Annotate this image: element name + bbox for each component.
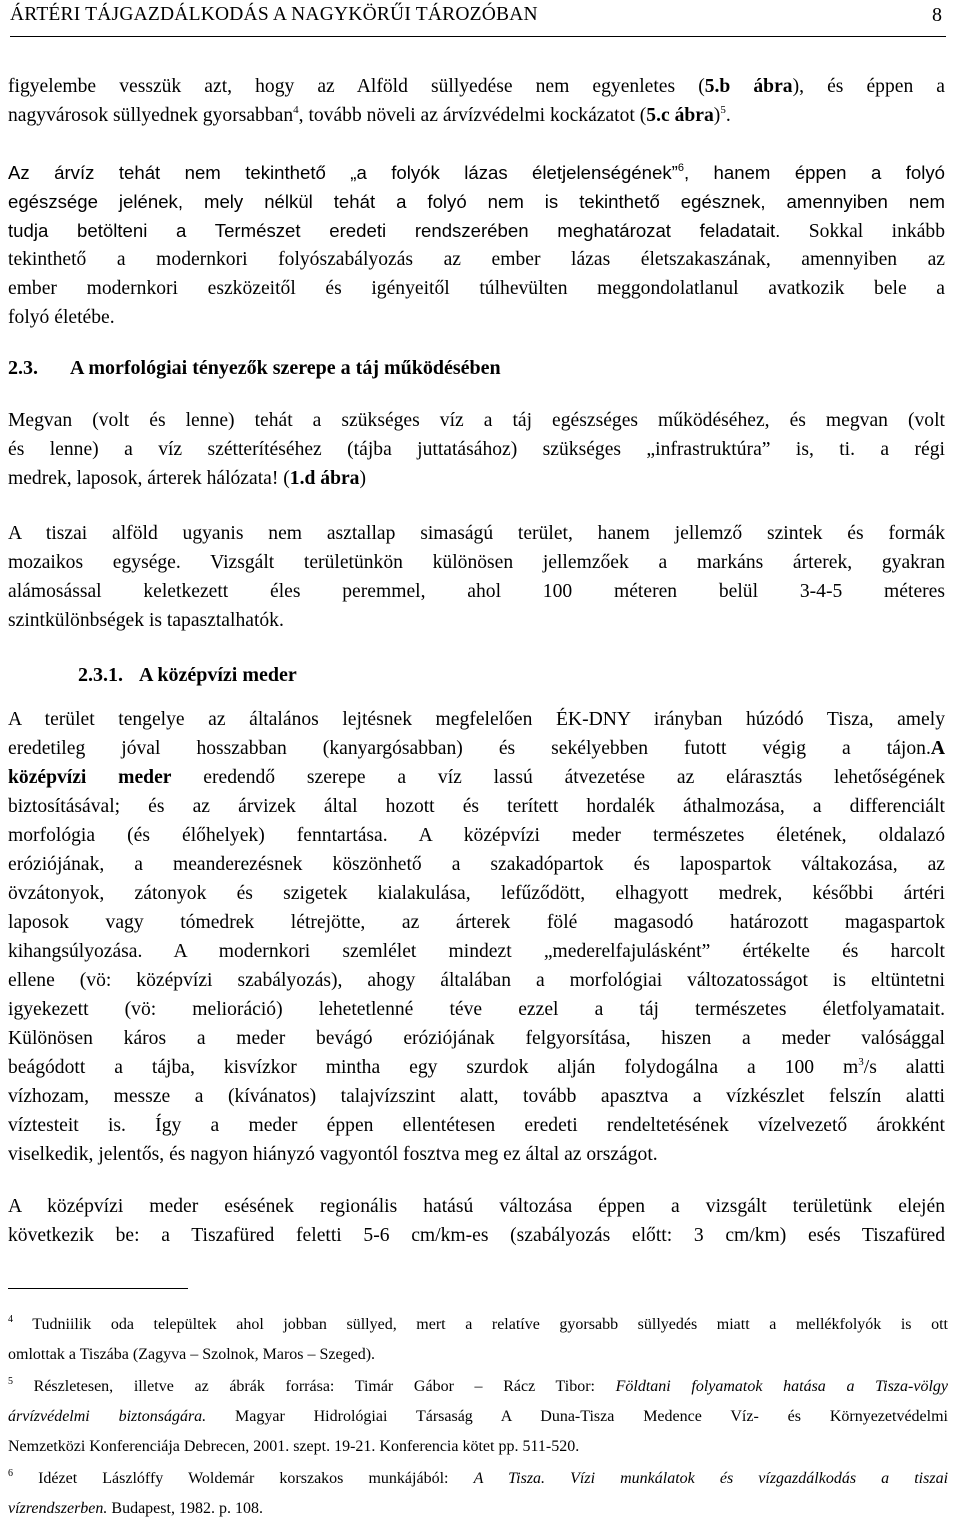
footnote-ref[interactable]: 6 [677, 162, 684, 174]
text: beágódott a tájba, kisvízkor mintha egy szurdok alján folydogálna a 100 m [8, 1057, 859, 1078]
text: . [725, 105, 731, 126]
footnote-number: 6 [8, 1468, 13, 1479]
text: eredendő szerepe a víz lassú átvezetése az elárasztás lehetőségének [171, 767, 946, 788]
text: ), és éppen a [792, 76, 946, 97]
source-title: Földtani folyamatok hatása a Tisza-völgy [615, 1378, 948, 1395]
text: mozaikos egysége. [8, 552, 181, 573]
text: Vizsgált területünkön különösen jellemzőek a markáns árterek, gyakran [180, 552, 945, 573]
section-title: A morfológiai tényezők szerepe a táj működésében [70, 357, 501, 379]
subsection-heading [78, 664, 297, 687]
text-line: vízhozam, messze a (kívánatos) talajvízszint alatt, tovább apasztva a vízkészlet felszín alatti [8, 1086, 945, 1107]
text-line: folyó életébe. [8, 307, 115, 328]
figure-ref[interactable]: 5.c ábra [646, 105, 714, 126]
text: A [930, 738, 945, 759]
section-heading [8, 357, 501, 380]
text-line: biztosításával; és az árvizek által hozott és terített hordalék áthalmozása, a differenciált [8, 796, 945, 817]
text: Az árvíz tehát nem tekinthető „a folyók lázas életjelenségének” [8, 162, 678, 183]
text-line: viselkedik, jelentős, és nagyon hiányzó vagyontól fosztva meg ez által az országot. [8, 1144, 658, 1165]
text-line: övzátonyok, zátonyok és szigetek kialakulása, lefűződött, elhagyott medrek, későbbi ártéri [8, 883, 945, 904]
text: , tovább növeli az árvízvédelmi kockázatot ( [298, 105, 647, 126]
section-number: 2.3.1. [78, 664, 123, 686]
footnote-6 [8, 1464, 948, 1524]
text: Idézet Lászlóffy Woldemár korszakos munkájából: [38, 1470, 474, 1487]
text: medrek, laposok, árterek hálózata! ( [8, 468, 290, 489]
source-title: vízrendszerben. [8, 1500, 108, 1517]
text: Sokkal inkább [780, 221, 945, 242]
superscript: 3 [858, 1056, 864, 1068]
text: eredetileg jóval hosszabban (kanyargósabban) és sekélyebben futott végig a tájon. [8, 738, 931, 759]
text-line: szintkülönbségek is tapasztalhatók. [8, 610, 284, 631]
text-line: kihangsúlyozása. A modernkori szemlélet mindezt „mederelfajulásként” értékelte és harcolt [8, 941, 945, 962]
footnote-4 [8, 1310, 948, 1370]
figure-ref[interactable]: 1.d ábra [289, 468, 360, 489]
section-title: A középvízi meder [139, 664, 297, 686]
paragraph-4 [8, 519, 945, 635]
page-header [10, 0, 946, 37]
text-line: következik be: a Tiszafüred feletti 5-6 cm/km-es (szabályozás előtt: 3 cm/km) esés Tiszafüred [8, 1225, 945, 1246]
text-line: és lenne) a víz szétterítéséhez (tájba juttatásához) szükséges „infrastruktúra” is, ti. a régi [8, 439, 945, 460]
bold-term: középvízi meder [8, 767, 172, 788]
text-line: A középvízi meder esésének regionális hatású változása éppen a vizsgált területünk elején [8, 1196, 945, 1217]
text: A középvízi meder természetes életének, oldalazó [387, 825, 946, 846]
text-line: alámosással keletkezett éles peremmel, ahol 100 méteren belül 3-4-5 méteres [8, 581, 945, 602]
text: , hanem éppen a folyó [683, 162, 945, 183]
text-line: laposok vagy tómedrek létrejötte, az árterek fölé magasodó határozott magaspartok [8, 912, 945, 933]
text-line: Megvan (volt és lenne) tehát a szükséges víz a táj egészséges működéséhez, és megvan (volt [8, 410, 945, 431]
text: Tudniilik oda települtek ahol jobban süllyed, mert a relatíve gyorsabb süllyedés miatt a mellékfolyók is ott [32, 1316, 948, 1333]
text: ) [359, 468, 367, 489]
text: ) [713, 105, 721, 126]
text-line: víztesteit is. Így a meder éppen ellentétesen eredeti rendeltetésének vízelvezető árokként [8, 1115, 945, 1136]
footnote-number: 5 [8, 1376, 13, 1387]
text-line: ember modernkori eszközeitől és igényeitől túlhevülten meggondolatlanul avatkozik bele a [8, 278, 945, 299]
paragraph-2 [8, 158, 945, 332]
text-line: A tiszai alföld ugyanis nem asztallap simaságú terület, hanem jellemző szintek és formák [8, 523, 945, 544]
figure-ref[interactable]: 5.b ábra [704, 76, 793, 97]
text-line: tekinthető a modernkori folyószabályozás az ember lázas életszakaszának, amennyiben az [8, 249, 945, 270]
footnote-ref[interactable]: 5 [720, 104, 726, 116]
section-number: 2.3. [8, 357, 38, 379]
footnote-separator [8, 1288, 188, 1289]
source-title: árvízvédelmi biztonságára. [8, 1408, 207, 1425]
text: /s alatti [863, 1057, 945, 1078]
text: Magyar Hidrológiai Társaság A Duna-Tisza Medence Víz- és Környezetvédelmi [206, 1408, 948, 1425]
text-line: omlottak a Tiszába (Zagyva – Szolnok, Maros – Szeged). [8, 1346, 376, 1363]
paragraph-3 [8, 406, 945, 493]
footnote-5 [8, 1372, 948, 1462]
text-line: Nemzetközi Konferenciája Debrecen, 2001. szept. 19-21. Konferencia kötet pp. 511-520. [8, 1438, 580, 1455]
text-line: egészsége jelének, mely nélkül tehát a folyó nem is tekinthető egésznek, amennyiben nem [8, 191, 945, 212]
paragraph-6 [8, 1192, 945, 1250]
text: figyelembe vesszük azt, hogy az Alföld süllyedése nem egyenletes ( [8, 76, 705, 97]
footnote-number: 4 [8, 1314, 13, 1325]
paragraph-5 [8, 705, 945, 1169]
page-number: 8 [932, 4, 942, 26]
text-line: A terület tengelye az általános lejtésnek megfelelően ÉK-DNY irányban húzódó Tisza, amely [8, 709, 945, 730]
source-title: A Tisza. Vízi munkálatok és vízgazdálkodás a tiszai [473, 1470, 949, 1487]
text: Részletesen, illetve az ábrák forrása: Timár Gábor – Rácz Tibor: [33, 1378, 616, 1395]
text-line: Különösen káros a meder bevágó eróziójának felgyorsítása, hiszen a meder valósággal [8, 1028, 945, 1049]
text-line: eróziójának, a meanderezésnek köszönhető a szakadópartok és lapospartok váltakozása, az [8, 854, 945, 875]
paragraph-1 [8, 72, 945, 130]
text-line: igyekezett (vö: melioráció) lehetetlenné téve ezzel a táj természetes életfolyamatait. [8, 999, 945, 1020]
running-title: ÁRTÉRI TÁJGAZDÁLKODÁS A NAGYKÖRŰI TÁROZÓBAN [10, 4, 538, 25]
text: nagyvárosok süllyednek gyorsabban [8, 105, 294, 126]
text: Budapest, 1982. p. 108. [107, 1500, 263, 1517]
text-line: ellene (vö: középvízi szabályozás), ahogy általában a morfológiai változatosságot is eltüntetni [8, 970, 945, 991]
text: morfológia (és élőhelyek) fenntartása. [8, 825, 388, 846]
footnote-ref[interactable]: 4 [293, 104, 299, 116]
text: tudja betölteni a Természet eredeti rendszerében meghatározat feladatait. [8, 220, 781, 241]
